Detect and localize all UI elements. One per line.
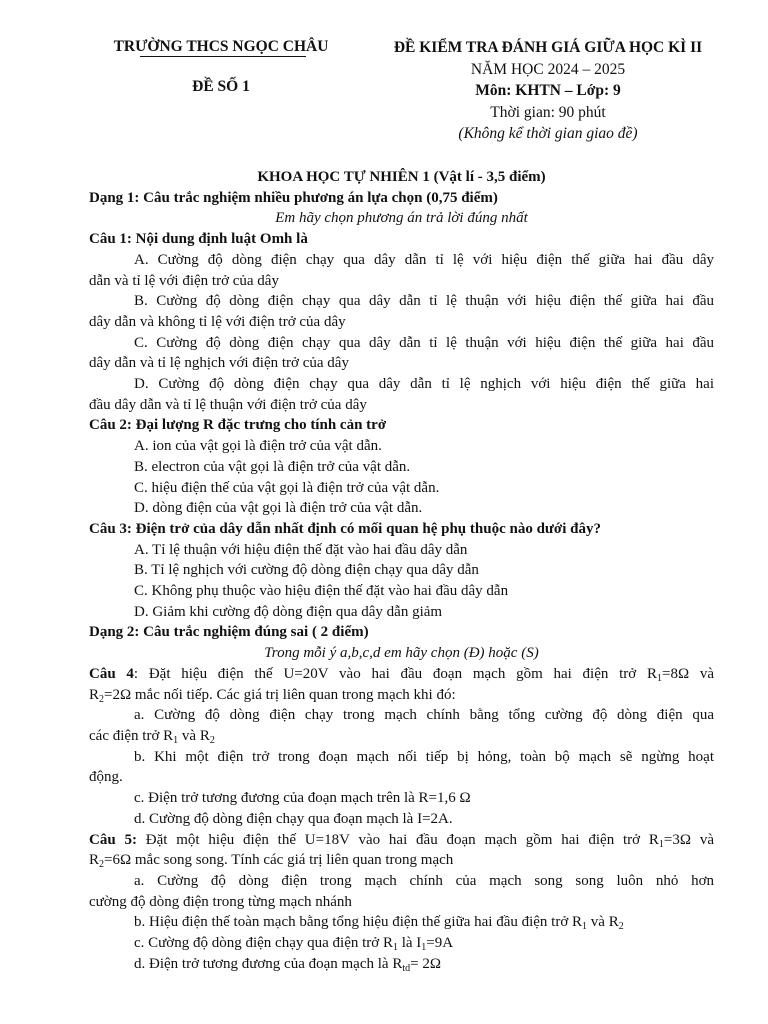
- q4-item-b-line1: b. Khi một điện trở trong đoạn mạch nối tiếp bị hỏng, toàn bộ mạch sẽ ngừng hoạt: [134, 748, 714, 765]
- q1-option-a-line2: dẫn và tỉ lệ với điện trở của dây: [89, 272, 279, 289]
- q4-item-d: d. Cường độ dòng điện chạy qua đoạn mạch là I=2A.: [134, 810, 453, 827]
- question-5-stem-line2: $R_2=6\Omega$ mắc song song. Tính các giá trị liên quan trong mạch: [89, 852, 454, 871]
- q4-item-c: c. Điện trở tương đương của đoạn mạch trên là R=1,6 Ω: [134, 790, 471, 807]
- question-3-title: Câu 3: Điện trở của dây dẫn nhất định có mối quan hệ phụ thuộc nào dưới đây?: [89, 520, 601, 537]
- q2-option-a: A. ion của vật gọi là điện trở của vật dẫn.: [134, 438, 382, 455]
- q3-option-d: D. Giảm khi cường độ dòng điện qua dây dẫn giảm: [134, 603, 443, 620]
- q3-option-a: A. Tỉ lệ thuận với hiệu điện thế đặt vào hai đầu dây dẫn: [134, 541, 468, 558]
- exam-time: Thời gian: 90 phút: [490, 103, 606, 121]
- question-4-stem-line2: $R_2=2\Omega$ mắc nối tiếp. Các giá trị liên quan trong mạch khi đó:: [89, 686, 456, 705]
- school-year: NĂM HỌC 2024 – 2025: [470, 60, 626, 78]
- school-underline: [140, 56, 306, 57]
- part1-instruction: Em hãy chọn phương án trả lời đúng nhất: [275, 210, 528, 227]
- part2-title: Dạng 2: Câu trắc nghiệm đúng sai ( 2 điểm): [89, 624, 369, 641]
- school-name: TRƯỜNG THCS NGỌC CHÂU: [113, 38, 329, 55]
- question-5-label: Câu 5:: [89, 831, 137, 848]
- q4-item-b-line2: động.: [89, 769, 123, 786]
- q5-item-c: c. Cường độ dòng điện chạy qua điện trở $R_1$ là $I_1=9A$: [134, 935, 454, 954]
- question-4-stem-line1: Câu 4: Đặt hiệu điện thế U=20V vào hai đầu đoạn mạch gồm hai điện trở $R_1=8\Omega$ và: [89, 665, 714, 684]
- q5-item-b: b. Hiệu điện thế toàn mạch bằng tổng hiệu điện thế giữa hai đầu điện trở $R_1$ và $R_2$: [134, 914, 624, 933]
- section-title: KHOA HỌC TỰ NHIÊN 1 (Vật lí - 3,5 điểm): [257, 169, 546, 185]
- q5-item-d: d. Điện trở tương đương của đoạn mạch là $R_{td}= 2\Omega$: [134, 955, 441, 974]
- question-2-title: Câu 2: Đại lượng R đặc trưng cho tính cản trở: [89, 417, 387, 434]
- q1-option-b-line2: dây dẫn và không tỉ lệ với điện trở của dây: [89, 313, 346, 330]
- header-left: [96, 37, 346, 97]
- q1-option-b-line1: B. Cường độ dòng điện chạy qua dây dẫn tỉ lệ thuận với hiệu điện thế giữa hai đầu: [134, 293, 714, 310]
- exam-title: ĐỀ KIỂM TRA ĐÁNH GIÁ GIỮA HỌC KÌ II: [393, 39, 703, 56]
- time-note: (Không kể thời gian giao đề): [458, 125, 638, 142]
- q4-item-a-line2: các điện trở $R_1$ và $R_2$: [89, 727, 215, 746]
- q3-option-b: B. Tỉ lệ nghịch với cường độ dòng điện chạy qua dây dẫn: [134, 562, 479, 579]
- q1-option-a-line1: A. Cường độ dòng điện chạy qua dây dẫn tỉ lệ với hiệu điện thế giữa hai đầu dây: [134, 251, 714, 268]
- q1-option-c-line1: C. Cường độ dòng điện chạy qua dây dẫn tỉ lệ thuận với hiệu điện thế giữa hai đầu: [134, 334, 714, 351]
- subject-grade: Môn: KHTN – Lớp: 9: [475, 82, 621, 99]
- header-right: [368, 37, 728, 145]
- q2-option-d: D. dòng điện của vật gọi là điện trở của vật dẫn.: [134, 500, 423, 517]
- question-4-label: Câu 4: [89, 665, 134, 682]
- question-5-stem-line1: Câu 5: Đặt một hiệu điện thế U=18V vào hai đầu đoạn mạch gồm hai điện trở $R_1=3\Omega$ và: [89, 831, 714, 850]
- q5-item-a-line1: a. Cường độ dòng điện trong mạch chính của mạch song song luôn nhỏ hơn: [134, 872, 714, 889]
- q2-option-b: B. electron của vật gọi là điện trở của vật dẫn.: [134, 458, 411, 475]
- part2-instruction: Trong mỗi ý a,b,c,d em hãy chọn (Đ) hoặc (S): [264, 645, 539, 662]
- exam-code: ĐỀ SỐ 1: [192, 78, 250, 95]
- q1-option-d-line2: đầu dây dẫn và tỉ lệ thuận với điện trở của dây: [89, 396, 367, 413]
- q5-item-a-line2: cường độ dòng điện trong từng mạch nhánh: [89, 893, 352, 910]
- q1-option-c-line2: dây dẫn và tỉ lệ nghịch với điện trở của dây: [89, 355, 349, 372]
- exam-body: [89, 167, 714, 974]
- q2-option-c: C. hiệu điện thế của vật gọi là điện trở của vật dẫn.: [134, 479, 440, 496]
- q3-option-c: C. Không phụ thuộc vào hiệu điện thế đặt vào hai đầu dây dẫn: [134, 583, 509, 600]
- question-1-title: Câu 1: Nội dung định luật Omh là: [89, 231, 308, 248]
- q1-option-d-line1: D. Cường độ dòng điện chạy qua dây dẫn tỉ lệ nghịch với hiệu điện thế giữa hai: [134, 376, 714, 393]
- part1-title: Dạng 1: Câu trắc nghiệm nhiều phương án lựa chọn (0,75 điểm): [89, 189, 498, 206]
- q4-item-a-line1: a. Cường độ dòng điện chạy trong mạch chính bằng tổng cường độ dòng điện qua: [134, 707, 714, 724]
